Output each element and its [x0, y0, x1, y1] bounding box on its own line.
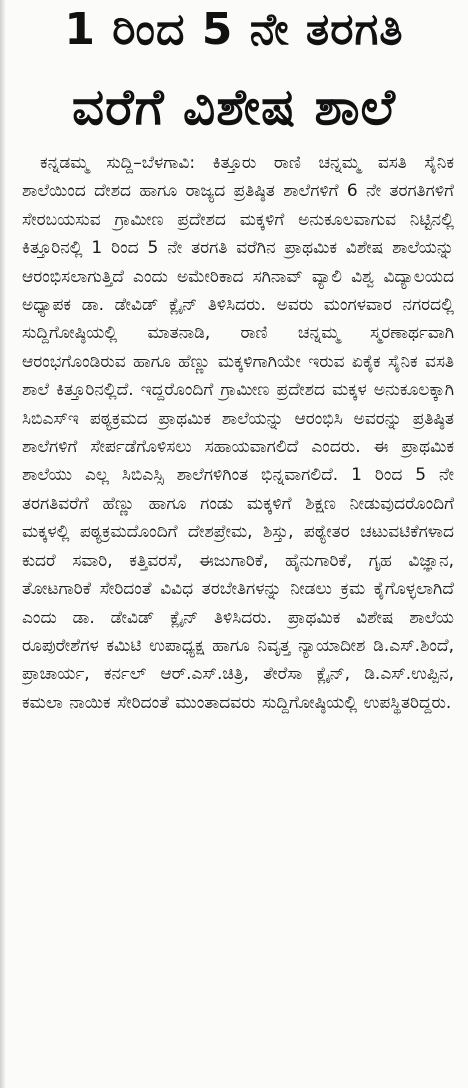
- headline-line-2: ವರೆಗೆ ವಿಶೇಷ ಶಾಲೆ: [72, 78, 396, 136]
- next-article-headline-fragment: [170, 1066, 320, 1088]
- scan-edge-shadow: [0, 0, 6, 1088]
- headline-line-1: 1 ರಿಂದ 5 ನೇ ತರಗತಿ: [64, 4, 404, 55]
- article-body: ಕನ್ನಡಮ್ಮ ಸುದ್ದಿ–ಬೆಳಗಾವಿ: ಕಿತ್ತೂರು ರಾಣಿ ಚನ್ನಮ್ಮ ವಸತಿ ಸೈನಿಕ ಶಾಲೆಯಿಂದ ದೇಶದ ಹಾಗೂ ರಾಜ್ಯದ ಪ್ರತಿಷ್ಠಿತ ಶಾಲೆಗಳಿಗೆ 6 ನೇ ತರಗತಿಗಳಿಗೆ ಸೇರಬಯಸುವ ಗ್ರಾಮೀಣ ಪ್ರದೇಶದ ಮಕ್ಕಳಿಗೆ ಅನುಕೂಲವಾಗುವ ನಿಟ್ಟಿನಲ್ಲಿ ಕಿತ್ತೂರಿನಲ್ಲಿ 1 ರಿಂದ 5 ನೇ ತರಗತಿ ವರೆಗಿನ ಪ್ರಾಥಮಿಕ ವಿಶೇಷ ಶಾಲೆಯನ್ನು ಆರಂಭಿಸಲಾಗುತ್ತಿದೆ ಎಂದು ಅಮೇರಿಕಾದ ಸಗಿನಾವ್ ವ್ಯಾಲಿ ವಿಶ್ವ ವಿದ್ಯಾಲಯದ ಅಧ್ಯಾಪಕ ಡಾ. ಡೇವಿಡ್ ಕ್ಲೈನ್ ತಿಳಿಸಿದರು. ಅವರು ಮಂಗಳವಾರ ನಗರದಲ್ಲಿ ಸುದ್ದಿಗೋಷ್ಠಿಯಲ್ಲಿ ಮಾತನಾಡಿ, ರಾಣಿ ಚನ್ನಮ್ಮ ಸ್ಮರಣಾರ್ಥವಾಗಿ ಆರಂಭಗೊಂಡಿರುವ ಹಾಗೂ ಹೆಣ್ಣು ಮಕ್ಕಳಿಗಾಗಿಯೇ ಇರುವ ಏಕೈಕ ಸೈನಿಕ ವಸತಿ ಶಾಲೆ ಕಿತ್ತೂರಿನಲ್ಲಿದೆ. ಇದ್ದರೊಂದಿಗೆ ಗ್ರಾಮೀಣ ಪ್ರದೇಶದ ಮಕ್ಕಳ ಅನುಕೂಲಕ್ಕಾಗಿ ಸಿಬಿಎಸ್ಇ ಪಠ್ಯಕ್ರಮದ ಪ್ರಾಥಮಿಕ ಶಾಲೆಯನ್ನು ಆರಂಭಿಸಿ ಅವರನ್ನು ಪ್ರತಿಷ್ಠಿತ ಶಾಲೆಗಳಿಗೆ ಸೇರ್ಪಡೆಗೊಳಿಸಲು ಸಹಾಯವಾಗಲಿದೆ ಎಂದರು. ಈ ಪ್ರಾಥಮಿಕ ಶಾಲೆಯು ಎಲ್ಲ ಸಿಬಿಎಸ್ಸಿ ಶಾಲೆಗಳಿಗಿಂತ ಭಿನ್ನವಾಗಲಿದೆ. 1 ರಿಂದ 5 ನೇ ತರಗತಿವರೆಗೆ ಹೆಣ್ಣು ಹಾಗೂ ಗಂಡು ಮಕ್ಕಳಿಗೆ ಶಿಕ್ಷಣ ನೀಡುವುದರೊಂದಿಗೆ ಮಕ್ಕಳಲ್ಲಿ ಪಠ್ಯಕ್ರಮದೊಂದಿಗೆ ದೇಶಪ್ರೇಮ, ಶಿಸ್ತು, ಪಠ್ಯೇತರ ಚಟುವಟಿಕೆಗಳಾದ ಕುದರೆ ಸವಾರಿ, ಕತ್ತಿವರಸೆ, ಈಜುಗಾರಿಕೆ, ಹೈನುಗಾರಿಕೆ, ಗೃಹ ವಿಜ್ಞಾನ, ತೋಟಗಾರಿಕೆ ಸೇರಿದಂತೆ ವಿವಿಧ ತರಬೇತಿಗಳನ್ನು ನೀಡಲು ಕ್ರಮ ಕೈಗೊಳ್ಳಲಾಗಿದೆ ಎಂದು ಡಾ. ಡೇವಿಡ್ ಕ್ಲೈನ್ ತಿಳಿಸಿದರು. ಪ್ರಾಥಮಿಕ ವಿಶೇಷ ಶಾಲೆಯ ರೂಪುರೇಶೆಗಳ ಕಮಿಟಿ ಉಪಾಧ್ಯಕ್ಷ ಹಾಗೂ ನಿವೃತ್ತ ನ್ಯಾಯಾದೀಶ ಡಿ.ಎಸ್.ಶಿಂದೆ, ಪ್ರಾಚಾರ್ಯ, ಕರ್ನಲ್ ಆರ್.ಎಸ್.ಚಿತ್ರಿ, ತೇರೆಸಾ ಕ್ಲೈನ್, ಡಿ.ಎಸ್.ಉಪ್ಪಿನ, ಕಮಲಾ ನಾಯಿಕ ಸೇರಿದಂತೆ ಮುಂತಾದವರು ಸುದ್ದಿಗೋಷ್ಠಿಯಲ್ಲಿ ಉಪಸ್ಥಿತರಿದ್ದರು.: [22, 153, 454, 713]
- article-headline: [0, 2, 468, 138]
